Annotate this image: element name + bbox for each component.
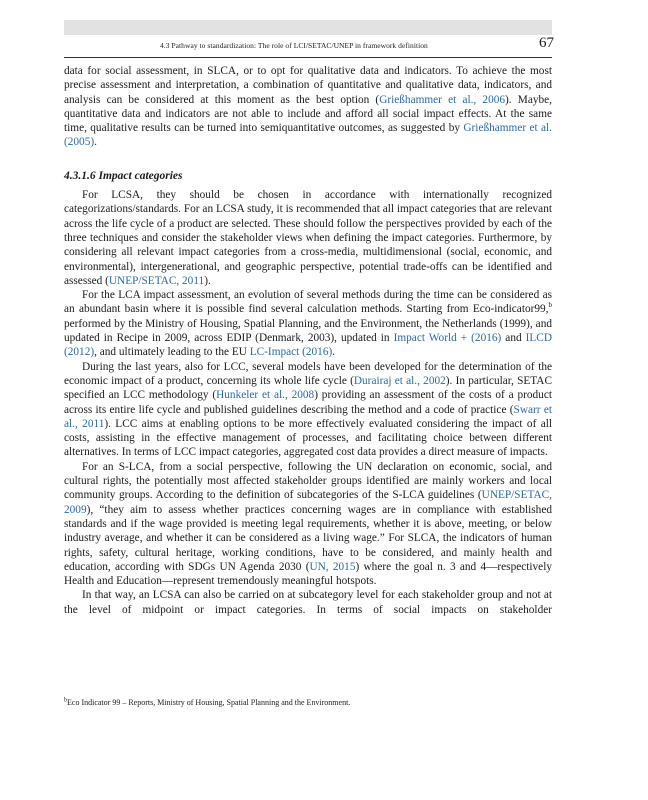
paragraph-lcc: During the last years, also for LCC, several models have been developed for the determination of the economic impact of a product, concerning its whole life cycle (Durairaj et al., 2002). In particular, SETAC specified an LCC methodology (Hunkeler et al., 2008) providing an assessment of the costs of a product across its entire life cycle and published guidelines describing the method and a code of practice (Swarr et al., 2011). LCC aims at enabling options to be more effectively evaluated considering the impact of all costs, assisting in the effective management of processes, and facilitating choice between different alternatives. In terms of LCC impact categories, aggregated cost data provides a direct measure of impacts.: [64, 360, 552, 459]
footnote-ref[interactable]: b: [548, 301, 552, 310]
paragraph-slca: For an S-LCA, from a social perspective, following the UN declaration on economic, social, and cultural rights, the potentially most affected stakeholder groups identified are mainly workers and local community groups. According to the definition of subcategories of the S-LCA guidelines (UNEP/SETAC, 2009), “they aim to assess whether practices concerning wages are in compliance with established standards and if the wage provided is meeting legal requirements, whether it is above, meeting, or below industry average, and whether it can be considered as a living wage.” For SLCA, the indicators of human rights, safety, cultural heritage, working conditions, have to be considered, and mainly health and education, according with SDGs UN Agenda 2030 (UN, 2015) where the goal n. 3 and 4—respectively Health and Education—represent tremendously meaningful hotspots.: [64, 460, 552, 588]
footnote: [64, 698, 350, 707]
citation-link[interactable]: Hunkeler et al., 2008: [216, 389, 315, 402]
citation-link[interactable]: Grießhammer et al., 2006: [379, 93, 506, 106]
running-head: 4.3 Pathway to standardization: The role of LCI/SETAC/UNEP in framework definition: [160, 41, 428, 50]
footnote-text: Eco Indicator 99 – Reports, Ministry of Housing, Spatial Planning and the Environment.: [67, 698, 351, 707]
citation-link[interactable]: UNEP/SETAC, 2009: [64, 489, 552, 516]
header-bar: [64, 20, 552, 35]
paragraph-subcategory: In that way, an LCSA can also be carried on at subcategory level for each stakeholder group and not at the level of midpoint or impact categories. In terms of social impacts on stakeholder: [64, 589, 552, 616]
footnote-mark: b: [64, 697, 67, 704]
citation-link[interactable]: LC-Impact (2016): [249, 346, 333, 359]
citation-link[interactable]: ILCD (2012): [64, 332, 552, 359]
intro-paragraph: data for social assessment, in SLCA, or to opt for qualitative data and indicators. To achieve the most precise assessment and interpretation, a combination of quantitative and qualitative data, indicators, and analysis can be considered at this moment as the best option (Grießhammer et al., 2006). Maybe, quantitative data and indicators are not able to include and afford all social impact effects. At the same time, qualitative results can be turned into semiquantitative outcomes, as suggested by Grießhammer et al. (2005).: [64, 65, 553, 149]
citation-link[interactable]: Impact World + (2016): [393, 332, 502, 345]
page-number: 67: [539, 35, 554, 51]
paragraph-lca: For the LCA impact assessment, an evolution of several methods during the time can be considered as an abundant basin where it is possible find several calculation methods. Starting from Eco-indicator99,$^b$ performed by the Ministry of Housing, Spatial Planning, and the Environment, the Netherlands (1999), and updated in Recipe in 2009, across EDIP (Denmark, 2003), updated in Impact World + (2016) and ILCD (2012), and ultimately leading to the EU LC-Impact (2016).: [64, 289, 552, 359]
header-rule: [64, 57, 552, 58]
citation-link[interactable]: UN, 2015: [309, 560, 356, 573]
citation-link[interactable]: Swarr et al., 2011: [64, 403, 552, 430]
section-heading: 4.3.1.6 Impact categories: [64, 169, 183, 182]
citation-link[interactable]: Durairaj et al., 2002: [353, 374, 446, 387]
paragraph-lcsa: For LCSA, they should be chosen in accordance with internationally recognized categorizations/standards. For an LCSA study, it is recommended that all impact categories that are relevant across the life cycle of a product are selected. These should follow the perspectives provided by each of the three techniques and consider the stakeholder views when defining the impact categories. Furthermore, by considering all relevant impact categories from a cross-media, multidimensional (social, economic, and environmental), intergenerational, and geographic perspective, potential trade-offs can be identified and assessed (UNEP/SETAC, 2011).: [64, 189, 552, 287]
citation-link[interactable]: UNEP/SETAC, 2011: [108, 274, 205, 287]
page-body: [64, 64, 552, 617]
citation-link[interactable]: Grießhammer et al. (2005): [64, 122, 553, 149]
